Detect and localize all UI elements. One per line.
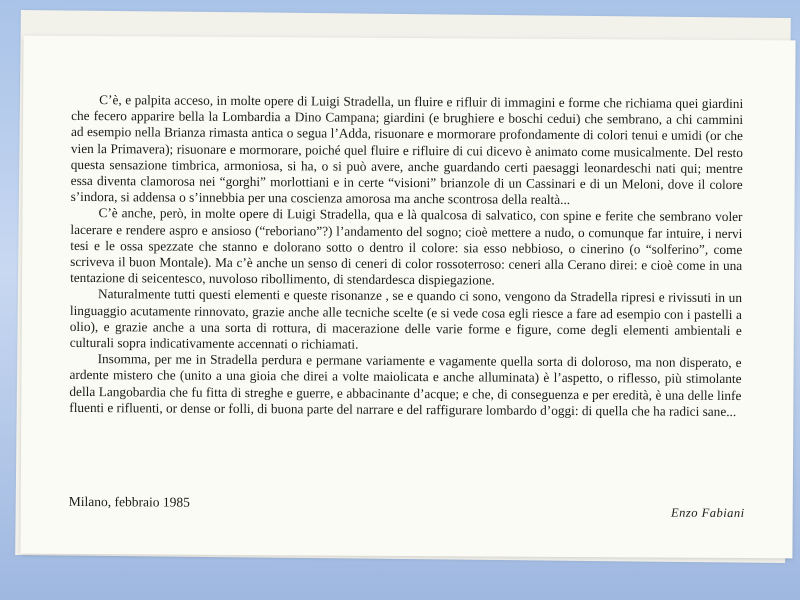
document-footer [68,493,745,521]
place-date: Milano, febbraio 1985 [68,493,190,510]
text-body [69,92,743,420]
author-signature: Enzo Fabiani [670,505,745,521]
paragraph-4: Insomma, per me in Stradella perdura e permane variamente e vagamente quella sorta di doloroso, ma non disperato, e ardente mistero che (unito a una gioia che direi a volte maiolicata e anche alluminata) è l’aspetto, o riflesso, più stimolante della Langobardia che fu fitta di streghe e guerre, e abbacinante d’acque; e che, di conseguenza e per eredità, è una delle linfe fluenti e rifluenti, or dense or folli, di buona parte del narrare e del raffigurare lombardo d’oggi: di quella che ha radici sane... [69,351,742,419]
document-page [20,36,795,559]
paragraph-1: C’è, e palpita acceso, in molte opere di Luigi Stradella, un fluire e rifluir di immagini e forme che richiama quei giardini che fecero apparire bella la Lombardia a Dino Campana; giardini (e brughiere e boschi cedui) che sembrano, a chi cammini ad esempio nella Brianza rimasta antica o segua l’Adda, risuonare e mormorare profondamente di colori tenui e umidi (or che vien la Primavera); risuonare e mormorare, poiché quel fluire e rifluire di cui dicevo è animato come musicalmente. Del resto questa sensazione timbrica, armoniosa, si ha, o si può avere, anche guardando certi paesaggi leonardeschi nati qui; mentre essa diventa clamorosa nei “gorghi” morlottiani e in certe “visioni” brianzole di un Cassinari e di un Meloni, dove il colore s’indora, si addensa o s’innebbia per una coscienza amorosa ma anche scontrosa della realtà... [70,92,744,208]
paragraph-3: Naturalmente tutti questi elementi e queste risonanze , se e quando ci sono, vengono da Stradella ripresi e rivissuti in un linguaggio acutamente rinnovato, grazie anche alle tecniche scelte (e si vede cosa egli riesce a fare ad esempio con i pastelli a olio), e grazie anche a una sorta di rottura, di macerazione delle varie forme e figure, come degli elementi ambientali e culturali sopra indicativamente accennati o richiamati. [69,286,743,352]
paragraph-2: C’è anche, però, in molte opere di Luigi Stradella, qua e là qualcosa di salvatico, con spine e ferite che sembrano voler lacerare e rendere aspro e ansioso (“reboriano”?) l’andamento del sogno; cioè mettere a nudo, o comunque far intuire, i nervi tesi e le ossa spezzate che stanno e dolorano sotto o dentro il colore: sia esso nebbioso, o cinerino (o “solferino”, come scriveva il buon Montale). Ma c’è anche un senso di ceneri di color rossoterroso: ceneri alla Cerano direi: e cioè come in una tentazione di seicentesco, nuvoloso ribollimento, di stendardesca dispiegazione. [70,205,743,288]
